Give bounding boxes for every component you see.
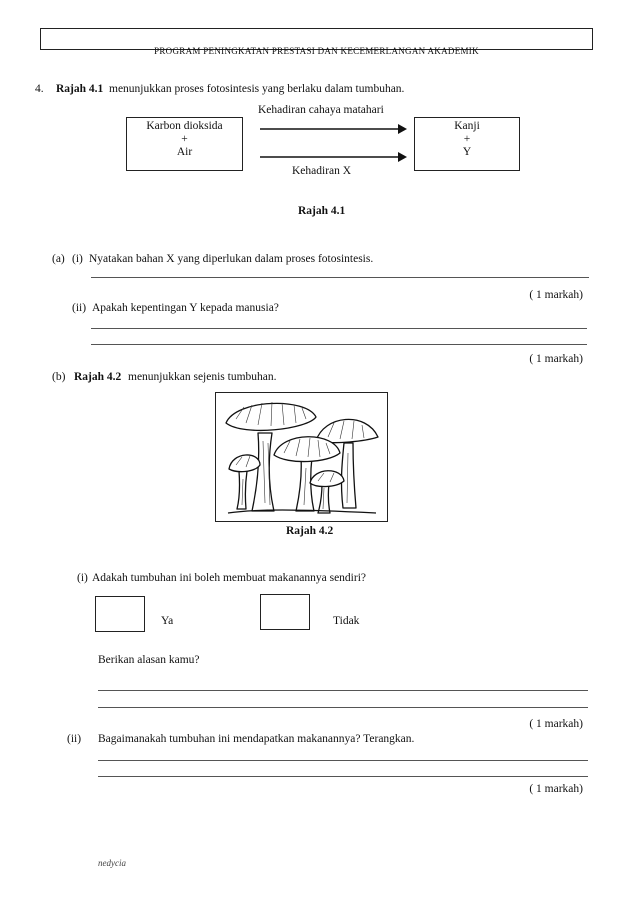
subpart-label: (i) [77, 572, 88, 584]
question-number: 4. [35, 83, 44, 95]
answer-line[interactable] [91, 344, 587, 345]
footer-signature: nedycia [98, 858, 126, 868]
question-text: Apakah kepentingan Y kepada manusia? [92, 302, 279, 314]
checkbox-ya[interactable] [95, 596, 145, 632]
question-text: Bagaimanakah tumbuhan ini mendapatkan makanannya? Terangkan. [98, 733, 415, 745]
reactant-1: Karbon dioksida [146, 120, 223, 132]
reaction-arrows [258, 120, 408, 170]
question-intro: menunjukkan proses fotosintesis yang berlaku dalam tumbuhan. [109, 83, 405, 95]
subpart-label: (i) [72, 253, 83, 265]
part-label: (a) [52, 253, 65, 265]
question-text: Adakah tumbuhan ini boleh membuat makanannya sendiri? [92, 572, 367, 584]
arrow-icon [260, 124, 407, 134]
reactants-box [126, 117, 243, 171]
arrow-bottom-label: Kehadiran X [292, 165, 352, 177]
part-intro: menunjukkan sejenis tumbuhan. [128, 371, 277, 383]
figure-ref: Rajah 4.2 [74, 371, 122, 383]
answer-line[interactable] [98, 707, 588, 708]
answer-line[interactable] [98, 776, 588, 777]
marks-label: ( 1 markah) [529, 353, 583, 365]
part-label: (b) [52, 371, 66, 383]
answer-line[interactable] [98, 690, 588, 691]
marks-label: ( 1 markah) [529, 289, 583, 301]
arrow-icon [260, 152, 407, 162]
subpart-label: (ii) [72, 302, 87, 314]
answer-line[interactable] [91, 328, 587, 329]
checkbox-tidak[interactable] [260, 594, 310, 630]
option-tidak-label: Tidak [333, 615, 360, 627]
plus-sign: + [181, 133, 188, 145]
figure-frame [215, 392, 388, 522]
subpart-label: (ii) [67, 733, 82, 745]
marks-label: ( 1 markah) [529, 783, 583, 795]
reason-prompt: Berikan alasan kamu? [98, 654, 200, 666]
answer-line[interactable] [98, 760, 588, 761]
product-2: Y [462, 146, 472, 158]
arrow-top-label: Kehadiran cahaya matahari [258, 104, 384, 116]
mushroom-illustration-icon [216, 393, 387, 521]
products-box [414, 117, 520, 171]
question-text: Nyatakan bahan X yang diperlukan dalam proses fotosintesis. [89, 253, 374, 265]
header-box [40, 28, 593, 54]
header-title: PROGRAM PENINGKATAN PRESTASI DAN KECEMERLANGAN AKADEMIK [154, 46, 479, 54]
figure-caption: Rajah 4.2 [286, 525, 334, 537]
option-ya-label: Ya [161, 615, 174, 627]
question-ref: Rajah 4.1 [56, 83, 104, 95]
reactant-2: Air [176, 146, 193, 158]
marks-label: ( 1 markah) [529, 718, 583, 730]
answer-line[interactable] [91, 277, 589, 278]
plus-sign: + [463, 133, 471, 145]
product-1: Kanji [454, 120, 480, 132]
figure-caption: Rajah 4.1 [298, 205, 346, 217]
